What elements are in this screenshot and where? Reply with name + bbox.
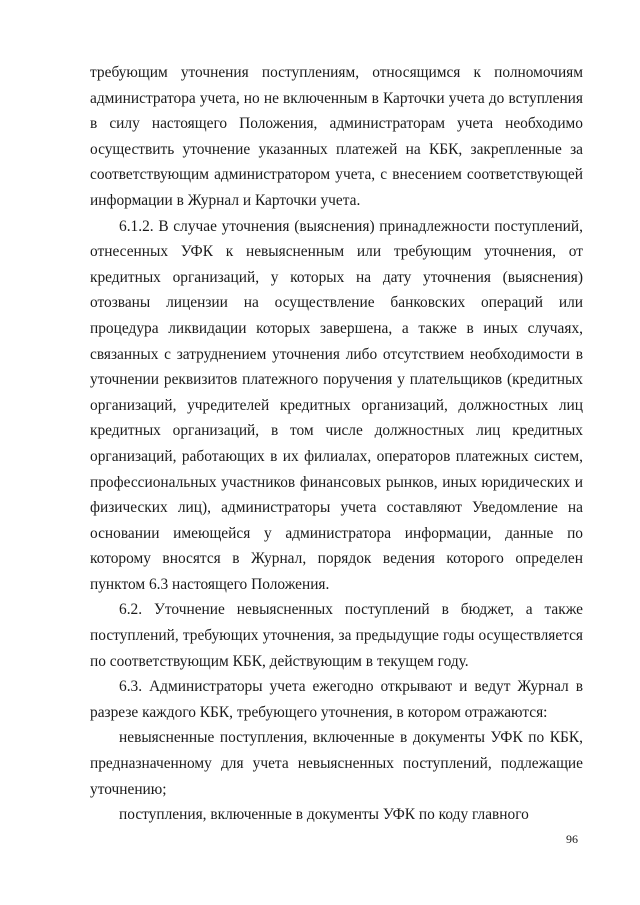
paragraph-6-3: 6.3. Администраторы учета ежегодно открывают и ведут Журнал в разрезе каждого КБК, требующего уточнения, в котором отражаются: (90, 678, 583, 721)
paragraph-continuation: требующим уточнения поступлениям, относящимся к полномочиям администратора учета, но не включенным в Карточки учета до вступления в силу настоящего Положения, администраторам учета необходимо осуществить уточнение указанных платежей на КБК, закрепленные за соответствующим администратором учета, с внесением соответствующей информации в Журнал и Карточки учета. (90, 64, 583, 209)
paragraph-6-1-2: 6.1.2. В случае уточнения (выяснения) принадлежности поступлений, отнесенных УФК к невыясненным или требующим уточнения, от кредитных организаций, у которых на дату уточнения (выяснения) отозваны лицензии на осуществление банковских операций или процедура ликвидации которых завершена, а также в иных случаях, связанных с затруднением уточнения либо отсутствием необходимости в уточнении реквизитов платежного поручения у плательщиков (кредитных организаций, учредителей кредитных организаций, должностных лиц кредитных организаций, в том числе должностных лиц кредитных организаций, работающих в их филиалах, операторов платежных систем, профессиональных участников финансовых рынков, иных юридических и физических лиц), администраторы учета составляют Уведомление на основании имеющейся у администратора информации, данные по которому вносятся в Журнал, порядок ведения которого определен пунктом 6.3 настоящего Положения. (90, 217, 583, 593)
body-text (90, 60, 583, 828)
page-number: 96 (566, 832, 578, 846)
paragraph-6-2: 6.2. Уточнение невыясненных поступлений в бюджет, а также поступлений, требующих уточнения, за предыдущие годы осуществляется по соответствующим КБК, действующим в текущем году. (90, 601, 583, 670)
paragraph-receipts-by-code: поступления, включенные в документы УФК по коду главного (119, 806, 529, 824)
paragraph-unidentified-receipts: невыясненные поступления, включенные в документы УФК по КБК, предназначенному для учета невыясненных поступлений, подлежащие уточнению; (90, 729, 583, 798)
